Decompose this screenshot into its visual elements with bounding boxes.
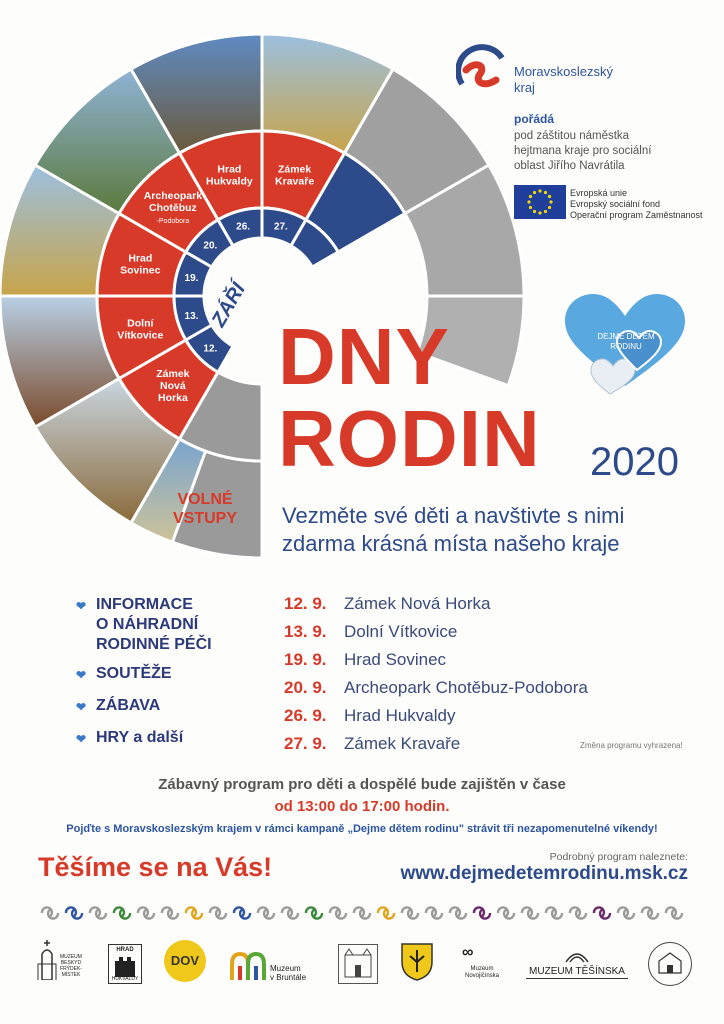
venue-label: Kravaře [275, 175, 315, 188]
eu-star [533, 191, 536, 194]
venue-label: Nová [160, 380, 186, 393]
chain-link [666, 907, 682, 918]
chain-link [570, 907, 586, 918]
muzeum-tesinska-logo [526, 946, 628, 982]
change-note: Změna programu vyhrazena! [580, 741, 683, 750]
region-logo-icon [456, 44, 512, 94]
schedule-date: 27. 9. [284, 734, 327, 753]
title-line2: RODIN [278, 394, 541, 483]
features-list [76, 595, 276, 748]
muzeum-beskyd-text [56, 954, 86, 978]
dov-logo: DOV [164, 940, 206, 982]
castle-emblem-logo [338, 944, 378, 984]
feature-item [76, 595, 276, 655]
venue-label: -Podobora [156, 217, 190, 225]
venue-label: Dolní [127, 317, 154, 330]
feature-line: O NÁHRADNÍ [96, 616, 199, 633]
chain-link [522, 907, 538, 918]
muzeum-tesinska-text: MUZEUM TĚŠÍNSKA [526, 966, 628, 979]
partner-line: Novojičínska [464, 973, 499, 979]
muzeum-novojicinska-logo [456, 944, 508, 984]
venue-label: Hrad [217, 163, 242, 176]
region-logo [456, 44, 512, 94]
chain-link [354, 907, 370, 918]
muzeum-novojicinska-text [456, 966, 508, 980]
shield-icon [400, 942, 434, 982]
chain-link [258, 907, 274, 918]
chain-link [378, 907, 394, 918]
badge-line2: RODINU [610, 342, 642, 351]
region-name [514, 64, 613, 96]
chain-link [474, 907, 490, 918]
schedule-place: Zámek Nová Horka [344, 594, 491, 613]
chain-link [186, 907, 202, 918]
venue-label: Zámek [156, 368, 190, 381]
schedule-date: 12. 9. [284, 594, 327, 613]
partner-line: FRÝDEK- [60, 966, 82, 972]
schedule-row [284, 646, 588, 674]
partner-line: Muzeum [470, 966, 494, 972]
novojicinska-mark-icon: ∞ [462, 944, 474, 961]
eu-star [549, 200, 552, 203]
church-icon [36, 940, 58, 980]
partner-line: HRAD [116, 947, 134, 953]
eu-star [538, 211, 541, 214]
castle-icon [109, 955, 141, 977]
schedule-list [284, 590, 588, 758]
chain-link [306, 907, 322, 918]
schedule-place: Dolní Vítkovice [344, 622, 458, 641]
eu-star [527, 200, 530, 203]
campaign-text: Pojďte s Moravskoslezským krajem v rámci kampaně „Dejme dětem rodinu" strávit tři nezapomenutelné víkendy! [66, 823, 658, 835]
subtitle-line1: Vezměte své děti a navštivte s nimi [282, 503, 625, 528]
chain-link [90, 907, 106, 918]
free-entry-line2: VSTUPY [172, 510, 237, 527]
venue-label: Horka [158, 392, 188, 405]
website-link[interactable]: www.dejmedetemrodinu.msk.cz [400, 863, 688, 884]
eu-text [570, 188, 703, 221]
heart-icon: ❤ [76, 700, 87, 714]
heart-icon: ❤ [76, 599, 87, 613]
free-entry-line1: VOLNÉ [177, 491, 233, 508]
schedule-date: 19. 9. [284, 650, 327, 669]
heart-icon: ❤ [76, 732, 87, 746]
date-label: 27. [273, 221, 288, 233]
schedule-place: Hrad Hukvaldy [344, 706, 456, 725]
venue-label: Hukvaldy [206, 175, 253, 188]
feature-line: HRY a další [96, 729, 184, 746]
schedule-date: 20. 9. [284, 678, 327, 697]
venue-label: Hrad [128, 252, 153, 265]
eu-star [538, 189, 541, 192]
heart-icon: ❤ [76, 668, 87, 682]
feature-line: RODINNÉ PÉČI [96, 636, 212, 653]
schedule-place: Hrad Sovinec [344, 650, 447, 669]
venue-label: Archeopark [143, 189, 203, 202]
eu-star [544, 191, 547, 194]
schedule-date: 13. 9. [284, 622, 327, 641]
eu-star [548, 206, 551, 209]
eu-line: Evropská unie [570, 188, 628, 198]
schedule-row [284, 590, 588, 618]
free-entry-label [158, 490, 252, 528]
tesinska-ornament-icon [526, 946, 628, 964]
closing-text: Těšíme se na Vás! [38, 852, 273, 882]
badge-line1: DEJME DĚTEM [597, 332, 655, 341]
subtitle [282, 502, 624, 558]
chain-decoration [36, 902, 692, 924]
eu-star [548, 195, 551, 198]
program-time: od 13:00 do 17:00 hodin. [274, 798, 450, 815]
patronage-text [514, 129, 651, 174]
partner-line: MÍSTEK [61, 972, 81, 978]
chain-link [594, 907, 610, 918]
eu-flag [514, 185, 566, 219]
coat-of-arms-logo [400, 942, 434, 982]
venue-label: Chotěbuz [148, 201, 197, 214]
title-line1: DNY [278, 312, 450, 401]
date-label: 20. [203, 240, 218, 252]
month-label: ZÁŘÍ [207, 279, 250, 331]
round-seal-logo [648, 942, 692, 986]
schedule-row [284, 702, 588, 730]
organizes-label: pořádá [514, 112, 555, 126]
venue-label: Sovinec [120, 264, 161, 277]
venue-label: Zámek [277, 163, 312, 176]
eu-star [529, 195, 532, 198]
chain-link [498, 907, 514, 918]
patronage-line: oblast Jiřího Navrátila [514, 160, 625, 172]
muzeum-bruntal-logo [230, 950, 310, 984]
feature-item [76, 728, 276, 748]
chain-link [66, 907, 82, 918]
hrad-hukvaldy-logo [108, 944, 142, 984]
date-label: 13. [184, 310, 199, 322]
chain-link [546, 907, 562, 918]
bruntal-m-icon [230, 950, 266, 982]
chain-link [426, 907, 442, 918]
schedule-place: Archeopark Chotěbuz-Podobora [344, 678, 588, 697]
eu-star [533, 210, 536, 213]
muzeum-beskyd-logo [36, 940, 86, 984]
chain-link [450, 907, 466, 918]
partner-line: Muzeum [270, 964, 301, 973]
region-name-line1: Moravskoslezský [514, 64, 613, 79]
partner-line: MUZEUM [60, 954, 82, 960]
eu-star [529, 206, 532, 209]
region-name-line2: kraj [514, 80, 535, 95]
date-label: 12. [203, 343, 218, 355]
patronage-line: hejtmana kraje pro sociální [514, 145, 652, 157]
schedule-place: Zámek Kravaře [344, 734, 461, 753]
chain-link [162, 907, 178, 918]
partner-line: BESKYD [60, 960, 82, 966]
date-label: 26. [236, 221, 251, 233]
chain-link [42, 907, 58, 918]
feature-line: SOUTĚŽE [96, 665, 172, 682]
feature-line: ZÁBAVA [96, 697, 161, 714]
badge-text [591, 332, 661, 352]
seal-building-icon [649, 943, 691, 985]
castle-emblem-icon [339, 945, 377, 983]
feature-line: INFORMACE [96, 596, 193, 613]
chain-link [618, 907, 634, 918]
details-label: Podrobný program naleznete: [549, 851, 688, 863]
chain-link [402, 907, 418, 918]
eu-stars-icon [514, 185, 566, 219]
venue-label: Vítkovice [117, 329, 164, 342]
chain-link [330, 907, 346, 918]
chain-link [114, 907, 130, 918]
subtitle-line2: zdarma krásná místa našeho kraje [282, 531, 620, 556]
chain-link [210, 907, 226, 918]
chain-link [234, 907, 250, 918]
schedule-row [284, 618, 588, 646]
muzeum-bruntal-text [270, 964, 314, 982]
feature-item [76, 664, 276, 684]
chain-link [282, 907, 298, 918]
hrad-hukvaldy-sub [109, 976, 141, 982]
hrad-hukvaldy-text [109, 947, 141, 954]
title-year: 2020 [590, 440, 679, 484]
eu-line: Operační program Zaměstnanost [570, 210, 703, 220]
patronage-line: pod záštitou náměstka [514, 130, 630, 142]
feature-item [76, 696, 276, 716]
partner-line: HUKVALDY [111, 976, 139, 982]
chain-link [138, 907, 154, 918]
schedule-date: 26. 9. [284, 706, 327, 725]
date-label: 19. [184, 273, 199, 285]
schedule-row [284, 674, 588, 702]
eu-star [544, 210, 547, 213]
schedule-row [284, 730, 588, 758]
partner-line: v Bruntále [270, 973, 307, 982]
eu-line: Evropský sociální fond [570, 199, 661, 209]
chain-link [642, 907, 658, 918]
dejme-detem-rodinu-badge [555, 286, 695, 406]
program-line1: Zábavný program pro děti a dospělé bude zajištěn v čase [158, 776, 566, 793]
